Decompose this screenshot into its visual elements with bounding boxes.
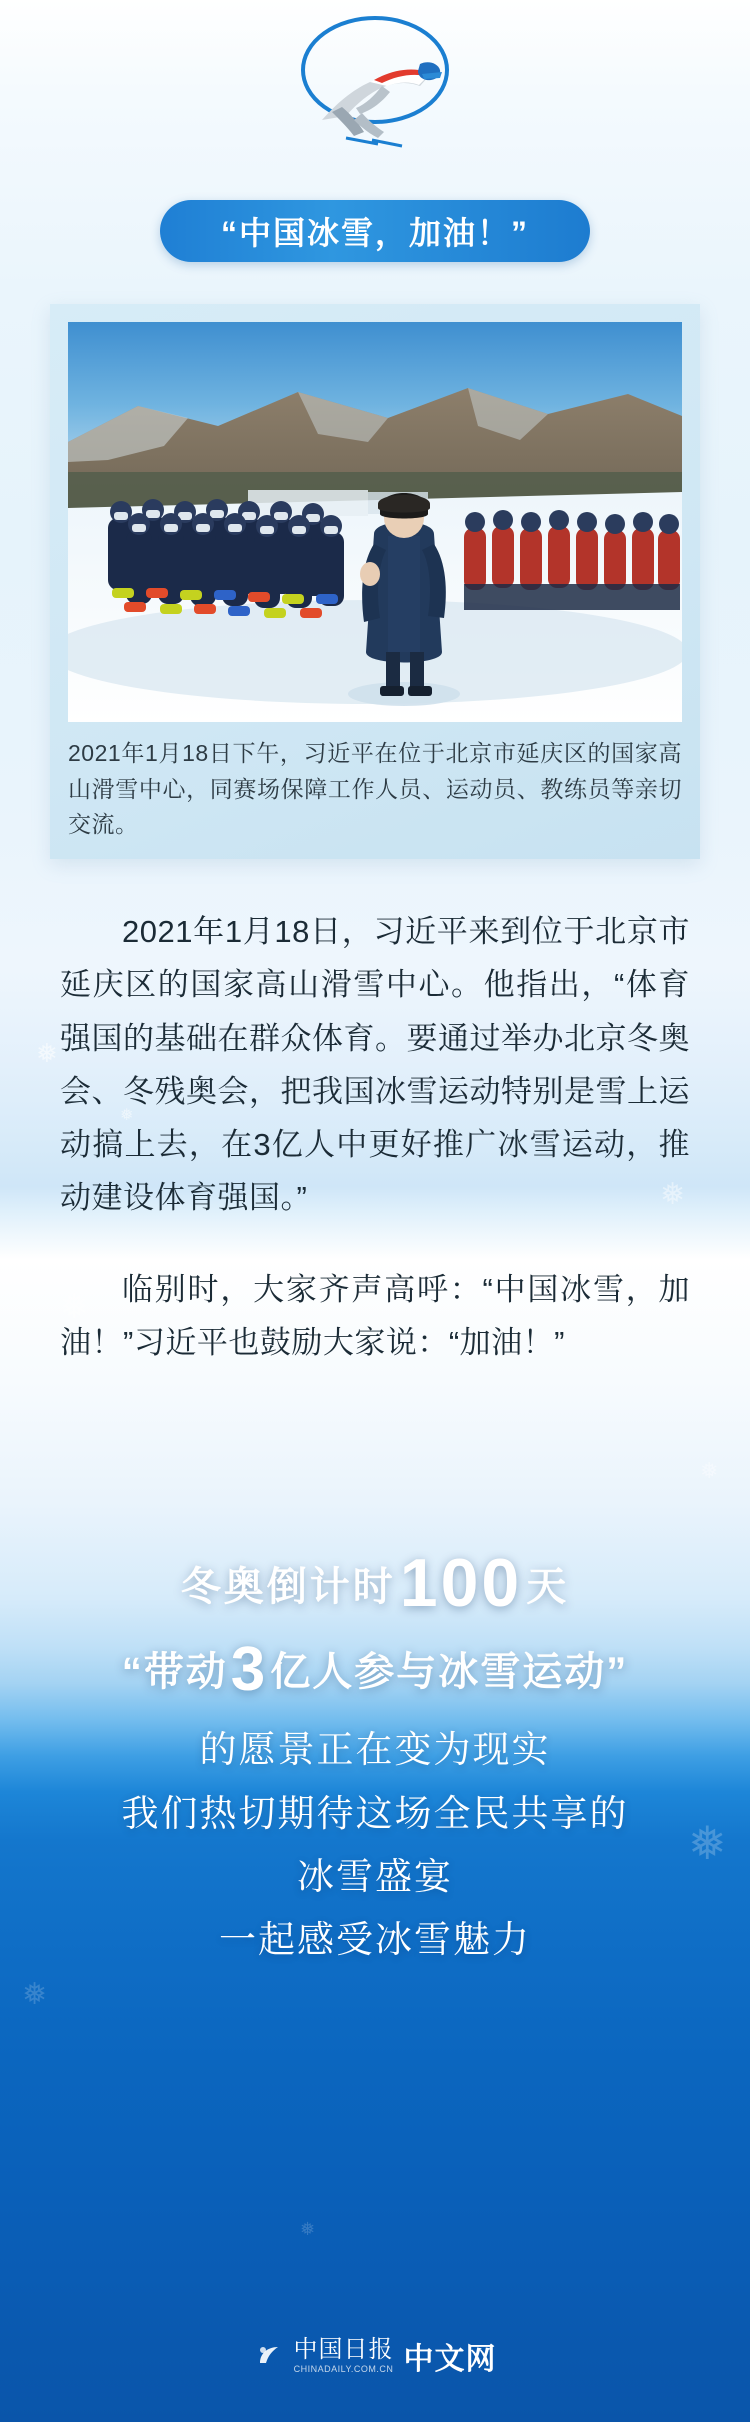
hero-sub-line-1: 的愿景正在变为现实 bbox=[199, 1729, 551, 1771]
snowflake-icon: ❅ bbox=[688, 1817, 727, 1869]
page-title-banner bbox=[160, 200, 590, 262]
hero-sub-line-4: 一起感受冰雪魅力 bbox=[219, 1919, 531, 1961]
hero-countdown-number: 100 bbox=[399, 1545, 523, 1622]
snowflake-icon: ❅ bbox=[300, 2219, 316, 2239]
hero-participants-number: 3 bbox=[230, 1635, 268, 1705]
article-body bbox=[60, 905, 690, 1370]
hero-line-1 bbox=[0, 1545, 750, 1622]
snowflake-icon: ❅ bbox=[36, 1038, 58, 1068]
news-photo bbox=[68, 322, 682, 722]
snowflake-icon: ❅ bbox=[660, 1178, 686, 1211]
china-daily-mark-icon bbox=[254, 2341, 284, 2371]
photo-caption: 2021年1月18日下午，习近平在位于北京市延庆区的国家高山滑雪中心，同赛场保障工作人员、运动员、教练员等亲切交流。 bbox=[68, 740, 682, 838]
hero-line2-suffix: 亿人参与冰雪运动” bbox=[270, 1650, 629, 1695]
news-photo-illustration bbox=[68, 322, 682, 722]
china-daily-wordmark bbox=[294, 2338, 394, 2374]
paragraph-1: 2021年1月18日，习近平来到位于北京市延庆区的国家高山滑雪中心。他指出，“体育强国的基础在群众体育。要通过举办北京冬奥会、冬残奥会，把我国冰雪运动特别是雪上运动搞上去，在3亿人中更好推广冰雪运动，推动建设体育强国。” bbox=[60, 913, 690, 1216]
hero-block bbox=[0, 1519, 750, 1968]
hero-sub-line-2: 我们热切期待这场全民共享的 bbox=[121, 1792, 629, 1834]
page-title: “中国冰雪，加油！” bbox=[220, 215, 529, 251]
snowflake-icon: ❅ bbox=[120, 1107, 134, 1124]
site-name: 中文网 bbox=[403, 2343, 497, 2376]
snowflake-icon: ❅ bbox=[700, 1458, 719, 1483]
footer bbox=[0, 2334, 750, 2378]
snowflake-icon: ❅ bbox=[60, 1288, 89, 1326]
hero-line1-prefix: 冬奥倒计时 bbox=[180, 1565, 396, 1610]
china-daily-cn: 中国日报 bbox=[293, 2336, 394, 2363]
paragraph-2: 临别时，大家齐声高呼：“中国冰雪，加油！”习近平也鼓励大家说：“加油！” bbox=[60, 1271, 690, 1361]
hero-line-2 bbox=[0, 1635, 750, 1705]
china-daily-url: CHINADAILY.COM.CN bbox=[293, 2364, 394, 2374]
hero-line1-suffix: 天 bbox=[526, 1565, 570, 1610]
speed-skater-emblem bbox=[270, 8, 480, 158]
snowflake-icon: ❅ bbox=[22, 1978, 48, 2011]
hero-line2-prefix: “带动 bbox=[121, 1650, 228, 1695]
emblem-container bbox=[0, 0, 750, 200]
photo-card bbox=[50, 304, 700, 859]
hero-sub-line-3: 冰雪盛宴 bbox=[297, 1856, 453, 1898]
